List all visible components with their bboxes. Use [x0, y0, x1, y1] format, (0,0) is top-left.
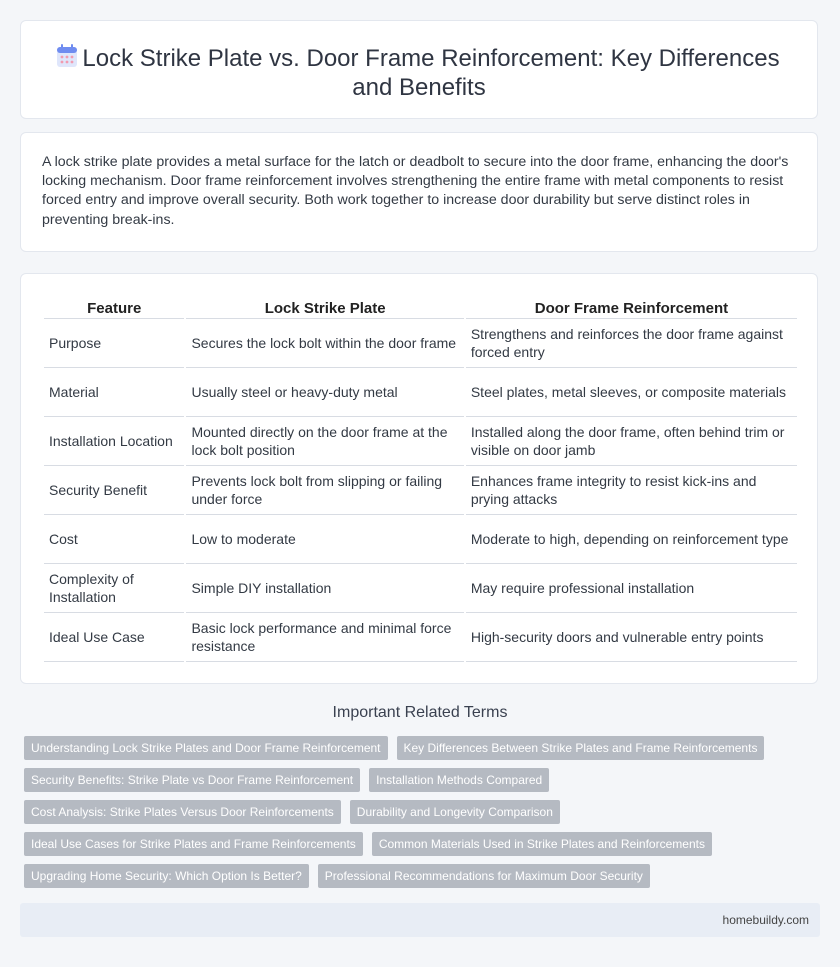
related-term-tag[interactable]: Cost Analysis: Strike Plates Versus Door Reinforcements	[24, 800, 341, 824]
related-term-tag[interactable]: Security Benefits: Strike Plate vs Door Frame Reinforcement	[24, 768, 360, 792]
row-strike-plate: Usually steel or heavy-duty metal	[186, 368, 463, 417]
row-feature: Complexity of Installation	[44, 564, 184, 613]
table-row	[44, 319, 797, 368]
related-terms-title: Important Related Terms	[332, 704, 508, 721]
row-strike-plate: Prevents lock bolt from slipping or failing under force	[186, 466, 463, 515]
footer-site-link[interactable]: homebuildy.com	[722, 913, 809, 927]
tag-row	[24, 736, 764, 760]
related-term-tag[interactable]: Understanding Lock Strike Plates and Door Frame Reinforcement	[24, 736, 388, 760]
intro-text: A lock strike plate provides a metal surface for the latch or deadbolt to secure into the door frame, enhancing the door's locking mechanism. Door frame reinforcement involves strengthening the entire frame with metal components to resist forced entry and improve overall security. Both work together to increase door durability but serve distinct roles in preventing break-ins.	[42, 154, 789, 228]
row-frame-reinforcement: Moderate to high, depending on reinforcement type	[466, 515, 797, 564]
table-row	[44, 564, 797, 613]
row-frame-reinforcement: Strengthens and reinforces the door frame against forced entry	[466, 319, 797, 368]
row-strike-plate: Mounted directly on the door frame at the lock bolt position	[186, 417, 463, 466]
row-strike-plate: Secures the lock bolt within the door frame	[186, 319, 463, 368]
related-term-tag[interactable]: Upgrading Home Security: Which Option Is Better?	[24, 864, 309, 888]
row-strike-plate: Low to moderate	[186, 515, 463, 564]
header-feature: Feature	[44, 295, 184, 319]
table-header-row	[44, 295, 797, 319]
row-frame-reinforcement: Installed along the door frame, often behind trim or visible on door jamb	[466, 417, 797, 466]
related-term-tag[interactable]: Professional Recommendations for Maximum Door Security	[318, 864, 650, 888]
page-title-line-1: Lock Strike Plate vs. Door Frame Reinforcement: Key Differences	[82, 45, 780, 72]
related-term-tag[interactable]: Durability and Longevity Comparison	[350, 800, 560, 824]
comparison-table	[42, 295, 799, 662]
comparison-card	[20, 273, 818, 684]
table-row	[44, 466, 797, 515]
table-row	[44, 515, 797, 564]
row-feature: Ideal Use Case	[44, 613, 184, 662]
tag-row	[24, 864, 650, 888]
header-card	[20, 20, 818, 119]
page-title-line-2: and Benefits	[352, 74, 486, 101]
table-row	[44, 613, 797, 662]
table-row	[44, 417, 797, 466]
row-frame-reinforcement: May require professional installation	[466, 564, 797, 613]
row-feature: Material	[44, 368, 184, 417]
row-frame-reinforcement: Enhances frame integrity to resist kick-ins and prying attacks	[466, 466, 797, 515]
row-feature: Purpose	[44, 319, 184, 368]
row-feature: Installation Location	[44, 417, 184, 466]
row-strike-plate: Simple DIY installation	[186, 564, 463, 613]
footer	[20, 903, 820, 937]
tag-row	[24, 768, 549, 792]
row-frame-reinforcement: High-security doors and vulnerable entry points	[466, 613, 797, 662]
related-term-tag[interactable]: Installation Methods Compared	[369, 768, 549, 792]
row-strike-plate: Basic lock performance and minimal force resistance	[186, 613, 463, 662]
tag-row	[24, 832, 712, 856]
related-term-tag[interactable]: Ideal Use Cases for Strike Plates and Frame Reinforcements	[24, 832, 363, 856]
related-term-tag[interactable]: Key Differences Between Strike Plates and Frame Reinforcements	[397, 736, 765, 760]
table-row	[44, 368, 797, 417]
header-lock-strike-plate: Lock Strike Plate	[186, 295, 463, 319]
tag-row	[24, 800, 560, 824]
row-feature: Cost	[44, 515, 184, 564]
related-term-tag[interactable]: Common Materials Used in Strike Plates and Reinforcements	[372, 832, 712, 856]
page-title	[21, 44, 817, 102]
row-frame-reinforcement: Steel plates, metal sleeves, or composite materials	[466, 368, 797, 417]
row-feature: Security Benefit	[44, 466, 184, 515]
header-door-frame-reinforcement: Door Frame Reinforcement	[466, 295, 797, 319]
intro-card	[20, 132, 818, 252]
